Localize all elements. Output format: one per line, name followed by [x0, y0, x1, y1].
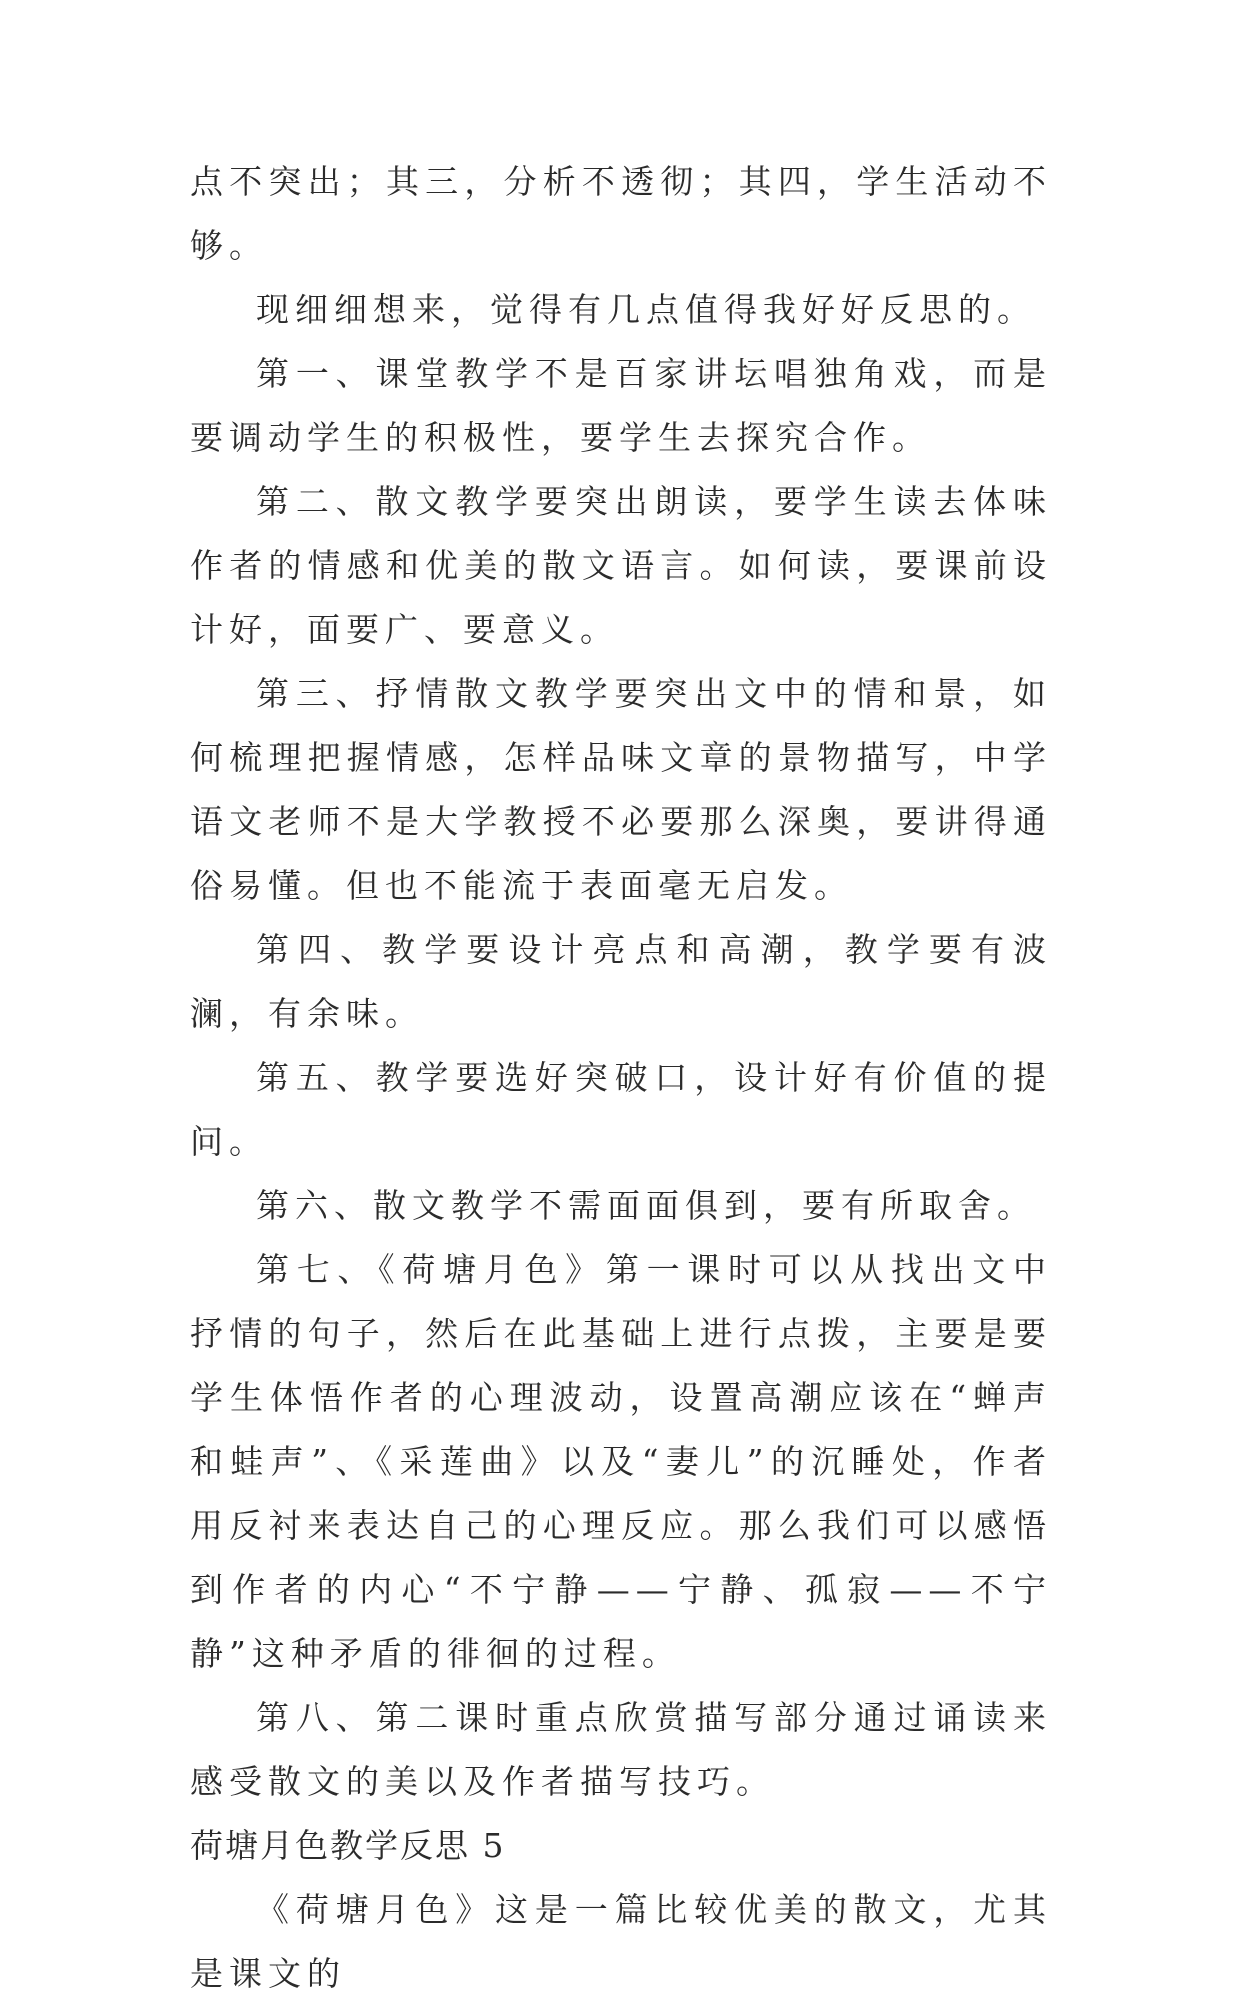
section-heading: 荷塘月色教学反思 5 [190, 1826, 506, 1865]
paragraph-point-8: 第八、第二课时重点欣赏描写部分通过诵读来感受散文的美以及作者描写技巧。 [190, 1698, 1052, 1801]
paragraph-point-2: 第二、散文教学要突出朗读，要学生读去体味作者的情感和优美的散文语言。如何读，要课前设计好，面要广、要意义。 [190, 482, 1052, 649]
paragraph-point-5: 第五、教学要选好突破口，设计好有价值的提问。 [190, 1058, 1052, 1161]
paragraph-point-6: 第六、散文教学不需面面俱到，要有所取舍。 [256, 1186, 1036, 1225]
paragraph-point-1: 第一、课堂教学不是百家讲坛唱独角戏，而是要调动学生的积极性，要学生去探究合作。 [190, 354, 1052, 457]
paragraph-point-7: 第七、《荷塘月色》第一课时可以从找出文中抒情的句子，然后在此基础上进行点拨，主要是要学生体悟作者的心理波动，设置高潮应该在“蝉声和蛙声”、《采莲曲》以及“妻儿”的沉睡处，作者用反衬来表达自己的心理反应。那么我们可以感悟到作者的内心“不宁静——宁静、孤寂——不宁静”这种矛盾的徘徊的过程。 [190, 1250, 1052, 1673]
paragraph-point-4: 第四、教学要设计亮点和高潮，教学要有波澜，有余味。 [190, 930, 1052, 1033]
paragraph-continuation: 点不突出；其三，分析不透彻；其四，学生活动不够。 [190, 162, 1052, 265]
document-page [190, 150, 1052, 2006]
paragraph-intro: 现细细想来，觉得有几点值得我好好反思的。 [256, 290, 1036, 329]
paragraph-point-3: 第三、抒情散文教学要突出文中的情和景，如何梳理把握情感，怎样品味文章的景物描写，中学语文老师不是大学教授不必要那么深奥，要讲得通俗易懂。但也不能流于表面毫无启发。 [190, 674, 1052, 905]
paragraph-section-start: 《荷塘月色》这是一篇比较优美的散文，尤其是课文的 [190, 1890, 1052, 1993]
